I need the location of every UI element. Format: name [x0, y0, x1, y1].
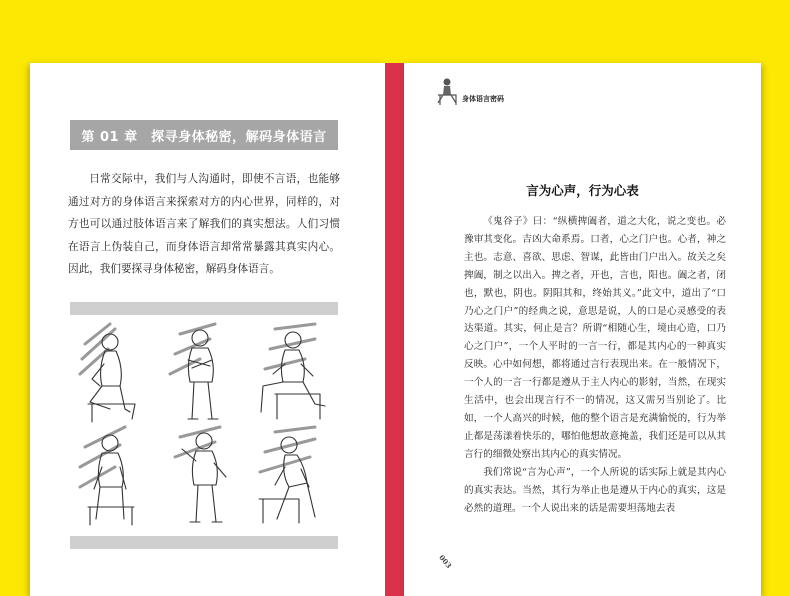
figure-standing-arms-crossed-1 [170, 324, 218, 419]
figure-sitting-cross-legged-1 [80, 324, 135, 422]
page-number: 003 [437, 553, 454, 570]
running-head-title: 身体语言密码 [462, 95, 504, 103]
running-head [434, 77, 504, 107]
chapter-intro-text: 日常交际中，我们与人沟通时，即使不言语，也能够通过对方的身体语言来探索对方的内心世界，同样的，对方也可以通过肢体语言来了解我们的真实想法。人们习惯在语言上伪装自己，而身体语言却常常暴露其真实内心。因此，我们要探寻身体秘密，解码身体语言。 [68, 173, 340, 275]
chapter-title-banner: 第 01 章 探寻身体秘密，解码身体语言 [70, 120, 338, 150]
right-page [404, 63, 761, 596]
body-paragraph: 我们常说“言为心声”，一个人所说的话实际上就是其内心的真实表达。当然，其行为举止也是遵从于内心的真实，这是必然的道理。一个人说出来的话是需要坦荡地去表 [464, 466, 726, 514]
figure-seated-hands-knees [80, 427, 134, 525]
book-spine [385, 63, 404, 596]
body-paragraph: 《鬼谷子》曰：“纵横捭阖者，道之大化，说之变也。必豫审其变化。吉凶大命系焉。口者，心之门户也。心者，神之主也。志意、喜欲、思虑、智谋，此皆由门户出入。故关之矣捭阖，制之以出入。捭之者，开也，言也，阳也。阖之者，闭也，默也，阴也。阴阳其和，终始其义。”此文中，道出了“口乃心之门户”的经典之说，意思是说，人的口是心灵感受的表达渠道。其实，何止是言？所谓“相随心生，境由心造，口乃心之门户”，一个人平时的一言一行，都是其内心的一种真实反映。心中如何想，都将通过言行表现出来。在一般情况下，一个人的一言一行都是遵从于主人内心的影射，当然，在现实生活中，也会出现言行不一的情况，这又需另当别论了。比如，一个人高兴的时候，他的整个语言是充满愉悦的，行为举止都是荡漾着快乐的，哪怕他想故意掩盖，我们还是可以从其言行的细微处察出其内心的真实情况。 [464, 216, 726, 460]
section-title: 言为心声，行为心表 [526, 183, 639, 198]
figure-seated-leaning-1 [261, 324, 325, 419]
seated-figure-icon [434, 77, 460, 107]
illustration-top-bar [70, 302, 338, 315]
seated-figures-illustration [70, 319, 338, 529]
figure-standing-hand-raised [175, 427, 226, 522]
left-page [30, 63, 385, 596]
figure-seated-leaning-forward [259, 427, 315, 523]
illustration-bottom-bar [70, 536, 338, 549]
body-text [464, 213, 726, 517]
